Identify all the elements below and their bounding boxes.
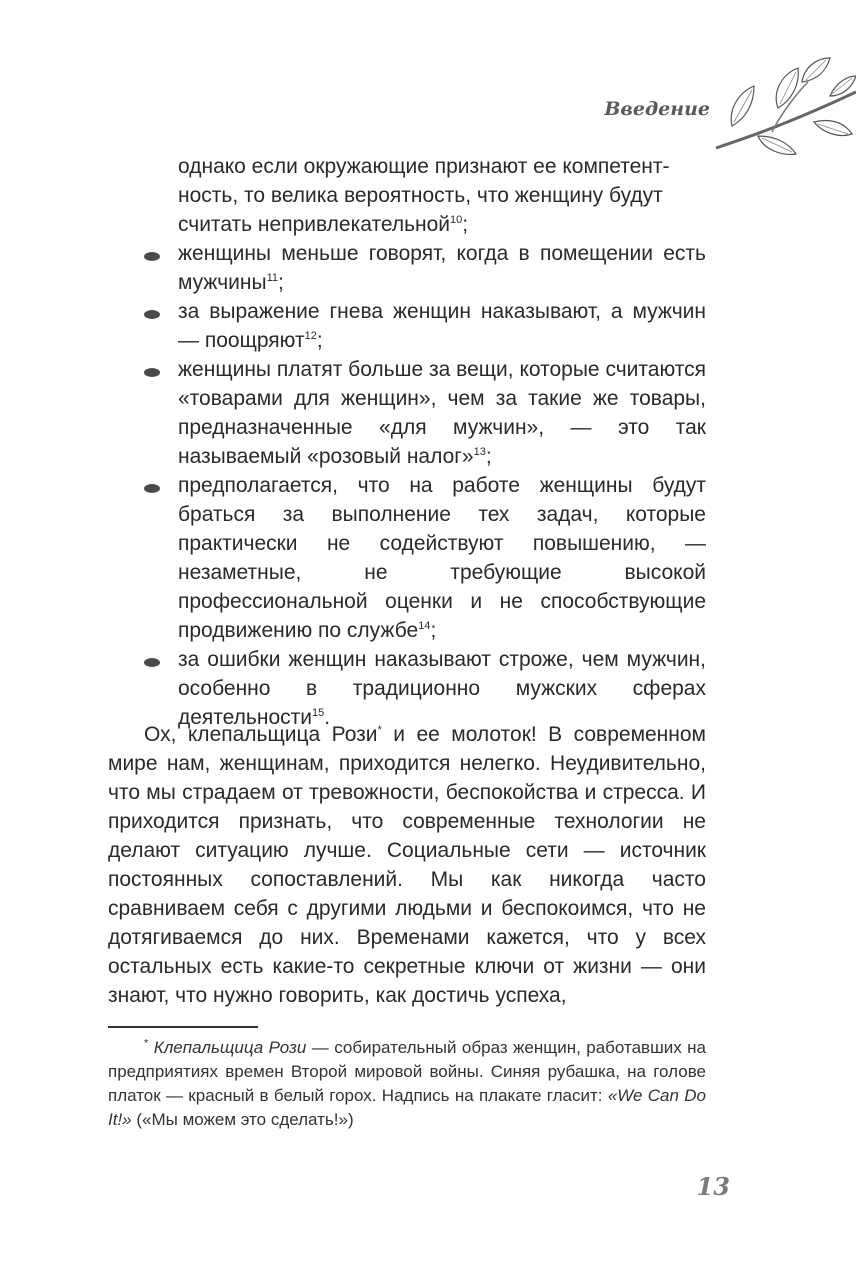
bullet-icon: [144, 658, 160, 667]
text-line: однако если окружающие признают ее компетент-: [178, 155, 670, 178]
punct: ;: [430, 619, 437, 642]
footnote-mark: *: [144, 1037, 149, 1050]
endnote-ref: 13: [473, 446, 486, 458]
footnote-translation: («Мы можем это сделать!»): [131, 1110, 354, 1129]
endnote-ref: 12: [304, 330, 317, 342]
list-item-text: женщины меньше говорят, когда в помещении есть мужчины: [178, 242, 706, 294]
endnote-ref: 15: [312, 707, 325, 719]
text-line: [108, 210, 706, 239]
bullet-icon: [144, 252, 160, 261]
endnote-ref: 14: [418, 620, 431, 632]
list-item-text: предполагается, что на работе женщины будут браться за выполнение тех задач, которые практически не содействуют повышению, — незаметные, не требующие высокой профессиональной оценки и не способствующие продвижению по службе: [178, 474, 706, 642]
text-line: считать непривлекательной: [178, 213, 451, 236]
body-paragraph: [108, 720, 706, 1010]
continued-list-item: [108, 152, 706, 239]
bullet-icon: [144, 484, 160, 493]
list-item-text: за ошибки женщин наказывают строже, чем мужчин, особенно в традиционно мужских сферах деятельности: [178, 648, 706, 729]
list-item: [108, 239, 706, 297]
punct: ;: [316, 329, 323, 352]
punct: .: [324, 706, 331, 729]
punct: ;: [485, 445, 492, 468]
list-item-text: женщины платят больше за вещи, которые считаются «товарами для женщин», чем за такие же товары, предназначенные «для мужчин», — это так называемый «розовый налог»: [178, 358, 706, 468]
footnote-text: — собирательный образ женщин, работавших на предприятиях времен Второй мировой войны. Синяя рубашка, на голове платок — красный в белый горох. Надпись на плакате гласит:: [108, 1038, 706, 1105]
punct: ;: [462, 213, 469, 236]
list-item: [108, 355, 706, 471]
bullet-icon: [144, 368, 160, 377]
list-item: [108, 471, 706, 645]
page-number: 13: [696, 1172, 730, 1201]
paragraph-text: Ох, клепальщица Рози: [144, 723, 378, 746]
list-item-text: за выражение гнева женщин наказывают, а мужчин — поощряют: [178, 300, 706, 352]
footnote-divider: [108, 1026, 258, 1028]
list-item: [108, 297, 706, 355]
punct: ;: [278, 271, 284, 294]
bullet-icon: [144, 310, 160, 319]
endnote-ref: 11: [266, 272, 279, 284]
footnote-slogan: «We Can Do It!»: [108, 1086, 707, 1129]
footnote-term: Клепальщица Рози: [153, 1038, 307, 1057]
footnote-mark: *: [377, 724, 382, 736]
endnote-ref: 10: [450, 214, 463, 226]
running-head-section-title: Введение: [604, 98, 710, 120]
paragraph-text: и ее молоток! В современном мире нам, женщинам, приходится нелегко. Неудивительно, что мы страдаем от тревожности, беспокойства и стресса. И приходится признать, что современные технологии не делают ситуацию лучше. Социальные сети — источник постоянных сопоставлений. Мы как никогда часто сравниваем себя с другими людьми и беспокоимся, что не дотягиваемся до них. Временами кажется, что у всех остальных есть какие-то секретные ключи от жизни — они знают, что нужно говорить, как достичь успеха,: [108, 723, 706, 1007]
footnote: [108, 1036, 706, 1132]
text-line: ность, то велика вероятность, что женщину будут: [178, 184, 663, 207]
leafy-branch-icon: [712, 52, 856, 164]
list-item: [108, 645, 706, 732]
bullet-list: [108, 239, 706, 732]
